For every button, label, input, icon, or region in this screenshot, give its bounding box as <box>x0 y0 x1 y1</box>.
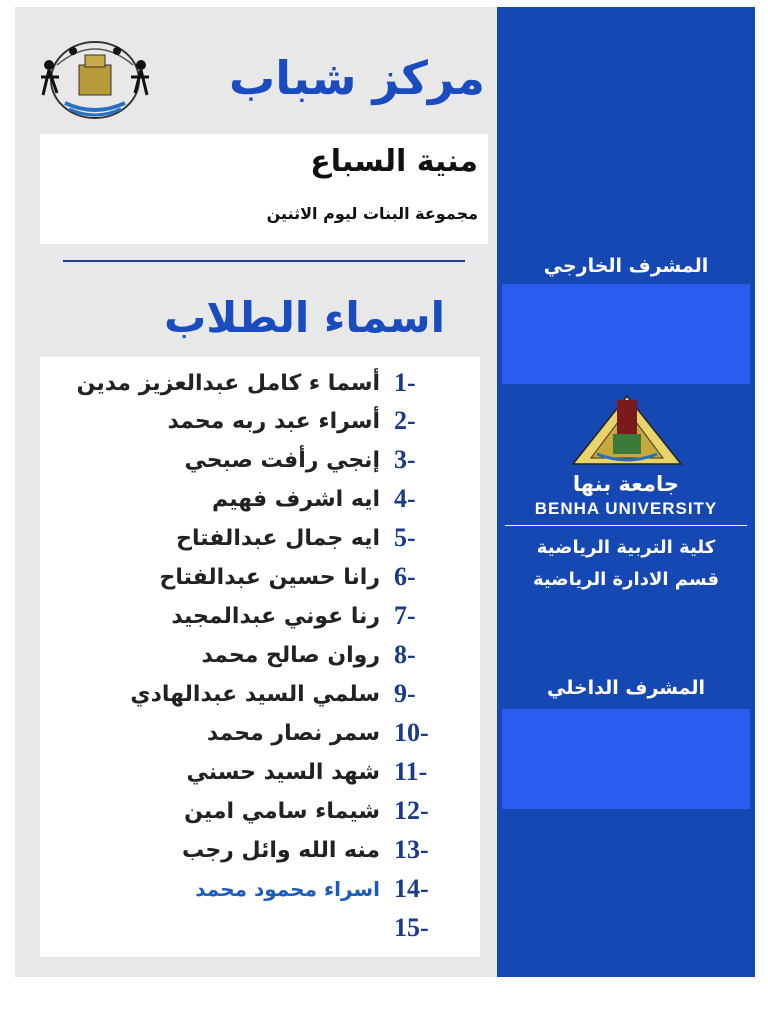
list-item <box>167 402 450 440</box>
external-supervisor-label: المشرف الخارجي <box>543 255 709 277</box>
list-item <box>159 558 450 596</box>
student-name: ايه اشرف فهيم <box>211 486 380 512</box>
faculty-logo-icon <box>35 25 155 125</box>
student-name: روان صالح محمد <box>201 642 380 668</box>
university-logo-icon <box>567 392 687 472</box>
student-number: 6- <box>394 562 416 591</box>
student-number: 11- <box>394 757 428 786</box>
internal-supervisor-box <box>502 709 750 809</box>
external-supervisor-box <box>502 284 750 384</box>
left-panel <box>15 7 497 977</box>
list-item <box>130 675 450 713</box>
student-number: 5- <box>394 523 416 552</box>
list-item <box>212 480 450 518</box>
list-item <box>171 597 450 635</box>
student-number: 13- <box>394 835 429 864</box>
student-name: منه الله وائل رجب <box>182 837 380 863</box>
student-name: أسما ء كامل عبدالعزيز مدين <box>76 370 380 396</box>
student-name: أسراء عبد ربه محمد <box>167 408 380 434</box>
student-number: 10- <box>394 718 429 747</box>
page <box>15 7 755 977</box>
department-name: قسم الادارة الرياضية <box>532 569 720 590</box>
student-number: 9- <box>394 679 416 708</box>
list-item <box>182 831 450 869</box>
right-sidebar <box>497 7 755 977</box>
student-name: ايه جمال عبدالفتاح <box>176 525 380 551</box>
student-name: إنجي رأفت صبحي <box>184 447 380 473</box>
student-name: رانا حسين عبدالفتاح <box>159 564 380 590</box>
student-name: شهد السيد حسني <box>186 759 380 785</box>
student-number: 12- <box>394 796 429 825</box>
list-item <box>176 519 450 557</box>
student-number: 14- <box>394 874 429 903</box>
divider <box>505 525 747 526</box>
list-item <box>207 714 450 752</box>
student-number: 8- <box>394 640 416 669</box>
student-number: 2- <box>394 406 416 435</box>
student-list <box>40 357 480 957</box>
student-name: سمر نصار محمد <box>206 720 380 746</box>
student-number: 15- <box>394 913 429 942</box>
student-name: اسراء محمود محمد <box>195 877 380 901</box>
list-item <box>380 909 450 947</box>
list-item <box>77 364 450 402</box>
list-item <box>185 441 451 479</box>
university-name-ar: جامعة بنها <box>572 472 680 496</box>
student-number: 3- <box>394 445 416 474</box>
student-number: 1- <box>394 368 416 397</box>
divider <box>63 260 465 262</box>
center-name: منية السباع <box>310 144 478 179</box>
list-item <box>184 792 450 830</box>
list-item <box>186 753 450 791</box>
faculty-name: كلية التربية الرياضية <box>536 537 716 558</box>
list-item <box>201 636 450 674</box>
student-number: 7- <box>394 601 416 630</box>
group-label: مجموعة البنات ليوم الاثنين <box>266 204 478 223</box>
list-item <box>195 870 450 908</box>
center-title: مركز شباب <box>229 51 485 105</box>
center-name-box <box>40 134 488 244</box>
students-title: اسماء الطلاب <box>164 293 445 342</box>
university-name-en: BENHA UNIVERSITY <box>534 499 718 518</box>
student-number: 4- <box>394 484 416 513</box>
student-name: رنا عوني عبدالمجيد <box>171 603 380 629</box>
student-name: شيماء سامي امين <box>184 798 380 824</box>
internal-supervisor-label: المشرف الداخلي <box>546 677 706 699</box>
student-name: سلمي السيد عبدالهادي <box>130 681 380 707</box>
